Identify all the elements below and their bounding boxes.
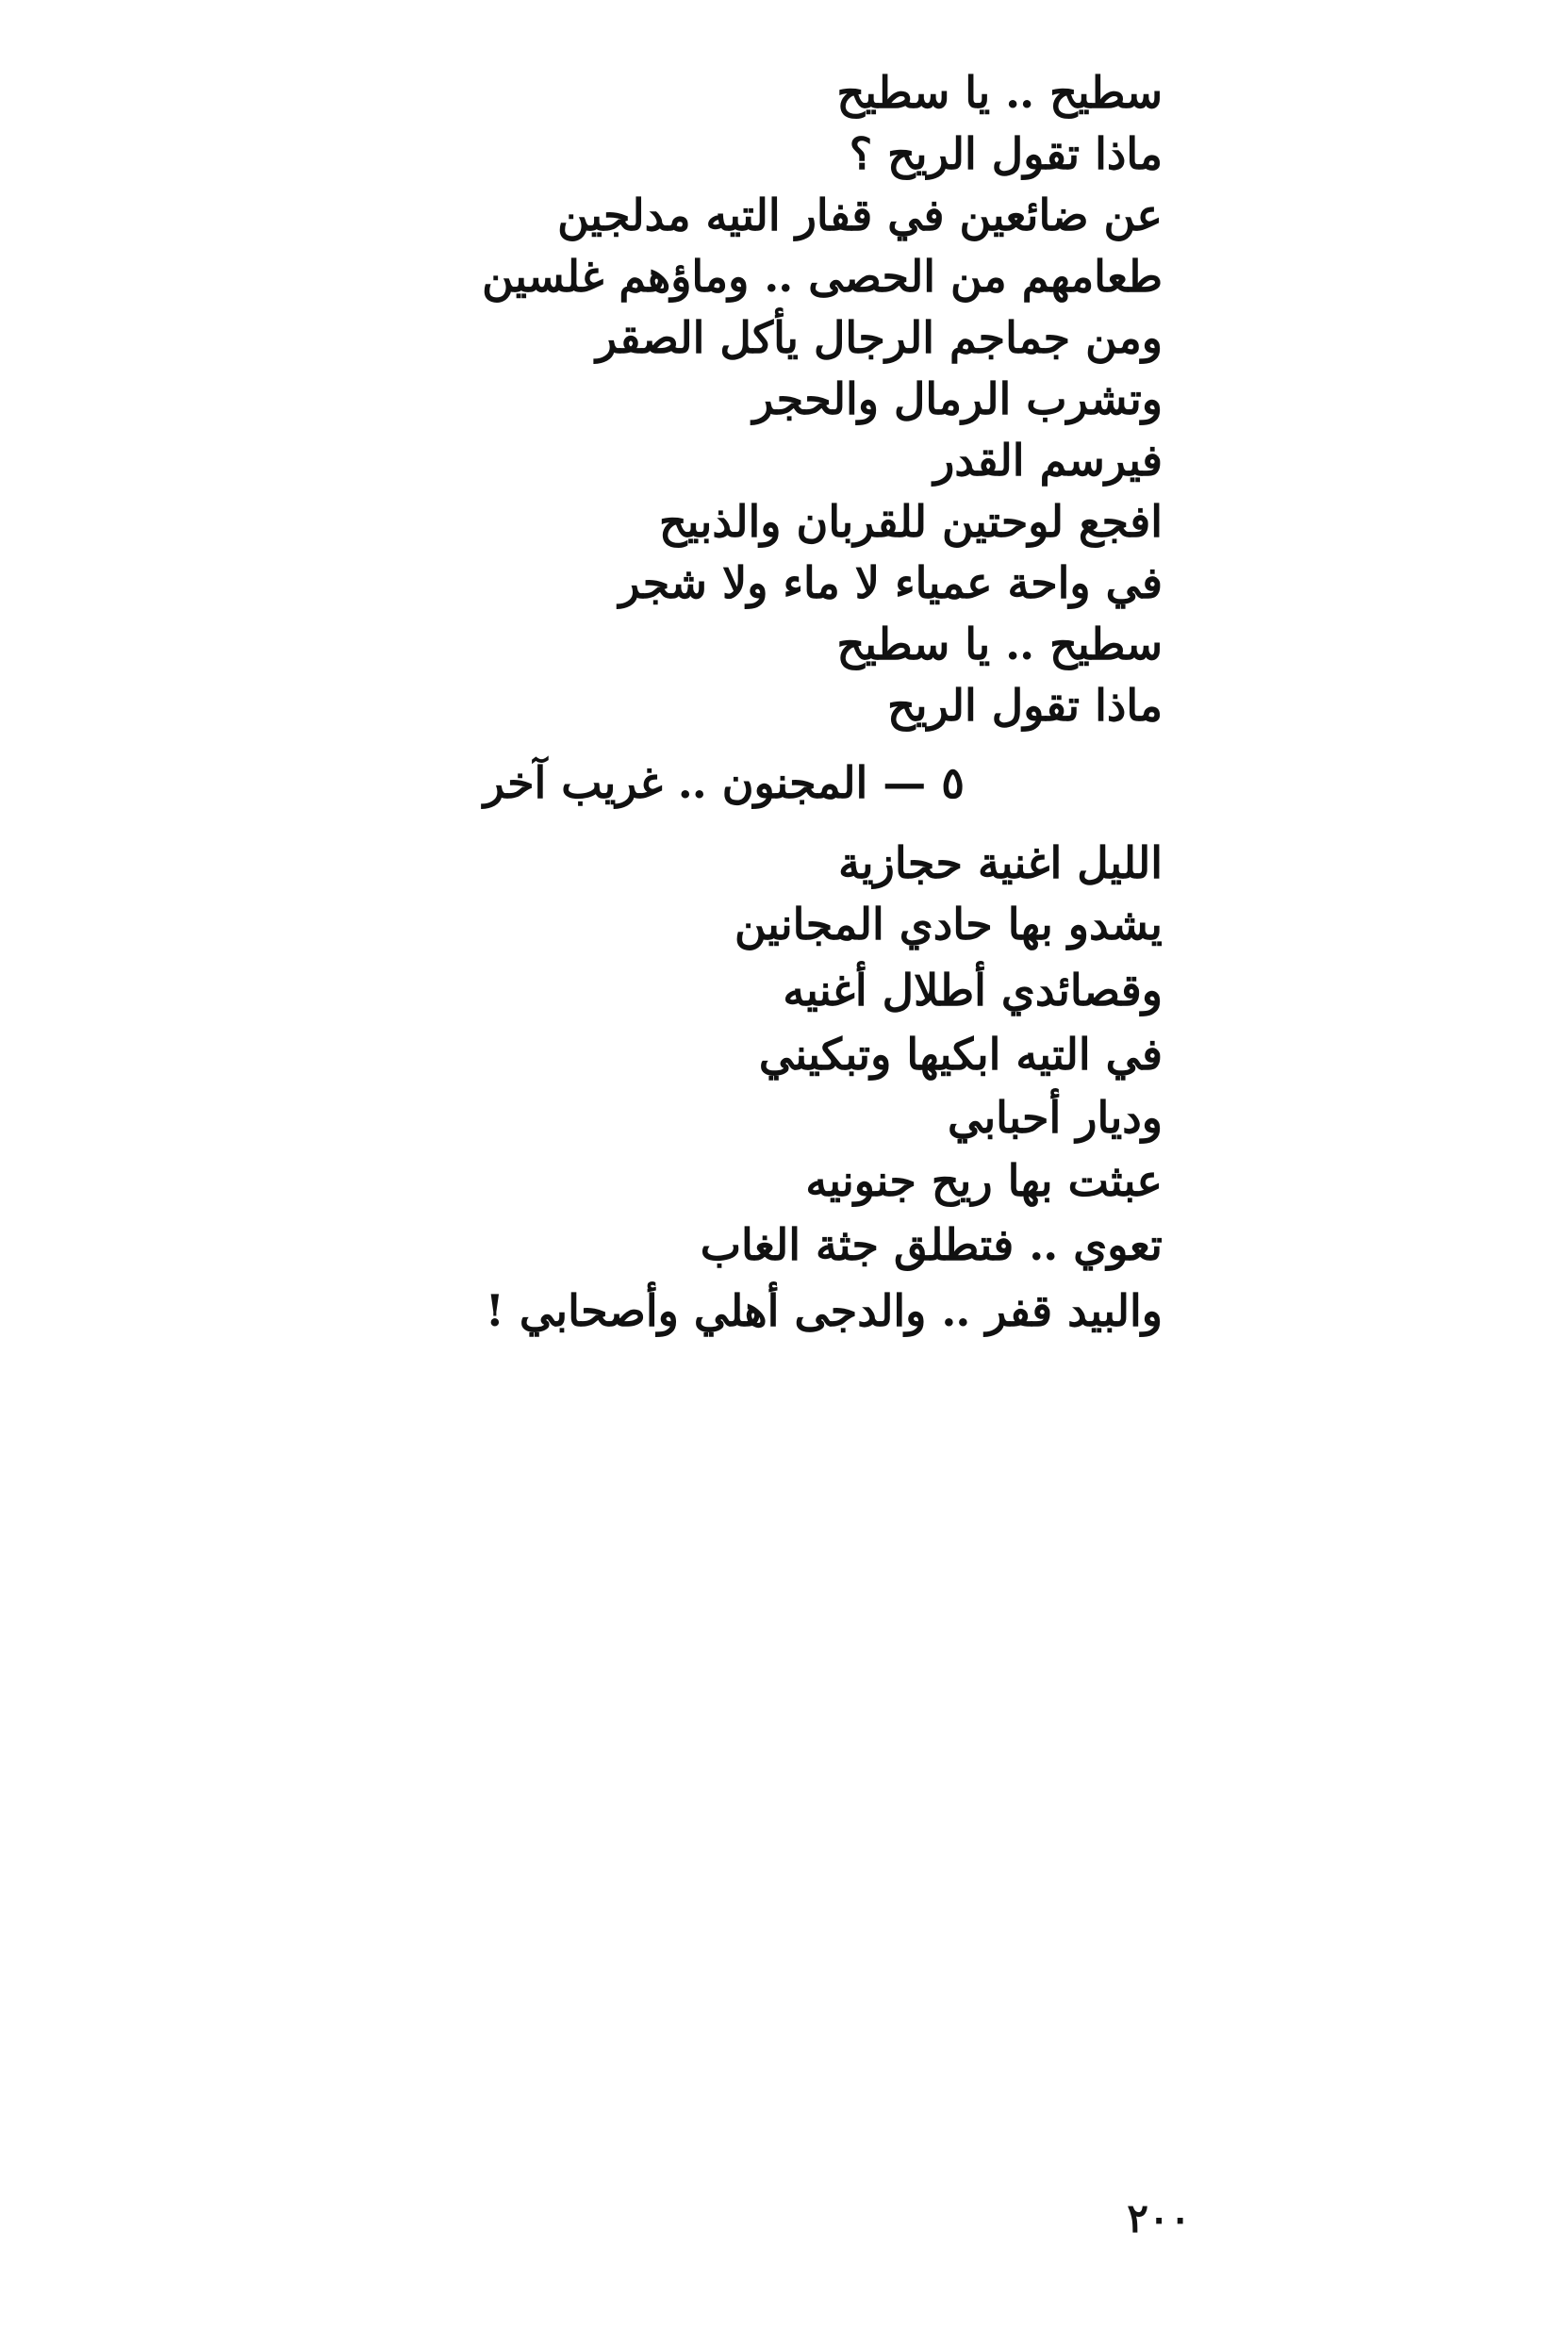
verse-line: تعوي ‥ فتطلق جثة الغاب [700, 1219, 1163, 1270]
verse-line: وديار أحبابي [947, 1092, 1163, 1143]
verse-line: سطيح ‥ يا سطيح [836, 67, 1163, 118]
verse-line: عن ضائعين في قفار التيه مدلجين [557, 190, 1163, 240]
section-title: ٥ — المجنون ‥ غريب آخر [483, 757, 965, 808]
verse-line: وتشرب الرمال والحجر [752, 373, 1163, 424]
verse-line: فيرسم القدر [933, 435, 1163, 486]
verse-line: افجع لوحتين للقربان والذبيح [658, 496, 1163, 547]
verse-line: في واحة عمياء لا ماء ولا شجر [619, 557, 1163, 608]
verse-line: الليل اغنية حجازية [838, 837, 1163, 888]
verse-line: في التيه ابكيها وتبكيني [758, 1029, 1163, 1080]
verse-line: عبثت بها ريح جنونيه [805, 1155, 1163, 1206]
verse-line: سطيح ‥ يا سطيح [836, 619, 1163, 669]
verse-line: ومن جماجم الرجال يأكل الصقر [596, 312, 1163, 363]
verse-line: يشدو بها حادي المجانين [734, 899, 1163, 950]
verse-line: وقصائدي أطلال أغنيه [783, 965, 1163, 1016]
verse-line: طعامهم من الحصى ‥ وماؤهم غلسين [482, 251, 1163, 302]
verse-line: والبيد قفر ‥ والدجى أهلي وأصحابي ! [485, 1285, 1163, 1336]
verse-line: ماذا تقول الريح [887, 680, 1163, 731]
page-number: ٢٠٠ [1127, 2195, 1191, 2241]
verse-line: ماذا تقول الريح ؟ [849, 128, 1163, 179]
